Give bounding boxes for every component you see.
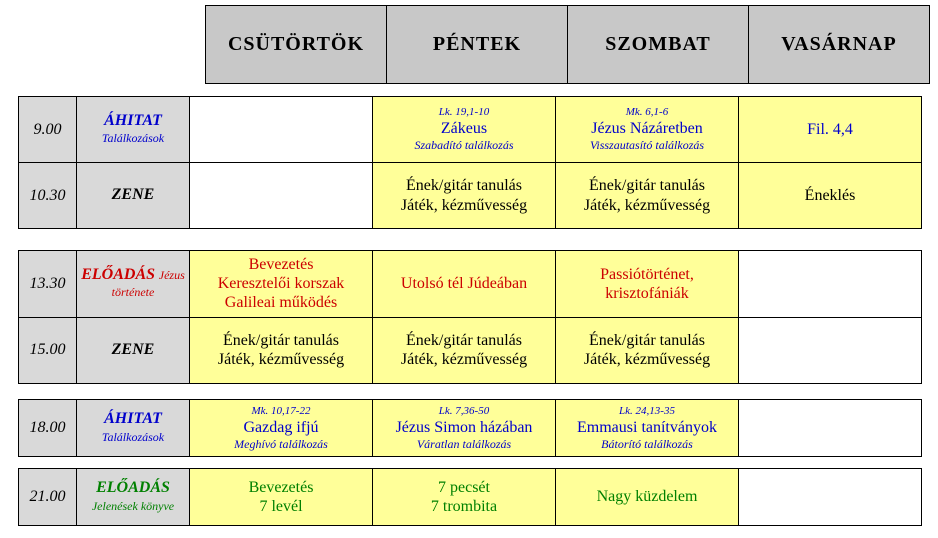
cell-line2: Játék, kézművesség xyxy=(583,196,711,214)
row-label-title: ÁHITAT xyxy=(104,410,162,428)
cell-title: Utolsó tél Júdeában xyxy=(400,275,528,293)
header-cell-saturday: SZOMBAT xyxy=(568,6,749,84)
row-time: 13.30 xyxy=(19,251,77,318)
cell-title: Bevezetés xyxy=(248,256,314,273)
row-label xyxy=(77,251,190,318)
cell-friday xyxy=(373,251,556,318)
row-label-subtitle: Találkozások xyxy=(101,131,165,146)
cell-title: Bevezetés xyxy=(248,478,314,496)
cell-saturday xyxy=(556,97,739,163)
cell-line2: krisztofániák xyxy=(605,284,689,302)
cell-saturday xyxy=(556,400,739,457)
block-evening xyxy=(18,399,922,457)
row-label xyxy=(77,400,190,457)
block-night xyxy=(18,468,922,526)
cell-subtitle: Meghívó találkozás xyxy=(234,436,328,451)
cell-sunday xyxy=(739,97,922,163)
cell-saturday xyxy=(556,163,739,229)
block-afternoon xyxy=(18,250,922,384)
row-label-subtitle: Jézus története xyxy=(111,267,185,300)
bible-reference: Lk. 7,36-50 xyxy=(438,404,490,417)
cell-subtitle: Visszautasító találkozás xyxy=(589,138,705,153)
table-row xyxy=(19,163,922,229)
cell-line2: Keresztelői korszak xyxy=(217,275,345,293)
cell-thursday xyxy=(190,400,373,457)
cell-sunday xyxy=(739,469,922,526)
cell-sunday xyxy=(739,163,922,229)
cell-thursday xyxy=(190,317,373,383)
cell-thursday xyxy=(190,251,373,318)
cell-title: Ének/gitár tanulás xyxy=(589,331,705,349)
header-row xyxy=(206,6,930,84)
row-time: 15.00 xyxy=(19,317,77,383)
cell-friday xyxy=(373,469,556,526)
row-label xyxy=(77,97,190,163)
cell-title: Zákeus xyxy=(440,120,488,138)
cell-thursday xyxy=(190,163,373,229)
row-label-title: ELŐADÁS xyxy=(96,479,170,497)
cell-sunday xyxy=(739,400,922,457)
cell-title: Ének/gitár tanulás xyxy=(589,177,705,195)
cell-sunday xyxy=(739,317,922,383)
bible-reference: Lk. 24,13-35 xyxy=(619,404,675,417)
table-row xyxy=(19,469,922,526)
table-row xyxy=(19,400,922,457)
row-label xyxy=(77,469,190,526)
table-row xyxy=(19,97,922,163)
bible-reference: Mk. 6,1-6 xyxy=(625,106,669,119)
cell-subtitle: Váratlan találkozás xyxy=(416,436,512,451)
header-cell-thursday: CSÜTÖRTÖK xyxy=(206,6,387,84)
cell-line2: Játék, kézművesség xyxy=(217,351,345,369)
cell-line3: Galileai működés xyxy=(224,294,338,312)
cell-subtitle: Bátorító találkozás xyxy=(601,436,693,451)
table-row xyxy=(19,317,922,383)
cell-saturday xyxy=(556,251,739,318)
row-label-title: ÁHITAT xyxy=(104,111,162,129)
row-time: 18.00 xyxy=(19,400,77,457)
day-header-table xyxy=(205,5,930,84)
row-label-subtitle: Jelenések könyve xyxy=(91,498,175,513)
cell-saturday xyxy=(556,317,739,383)
row-label-title: ZENE xyxy=(111,186,155,204)
cell-thursday xyxy=(190,97,373,163)
cell-title: Fil. 4,4 xyxy=(807,120,853,138)
bible-reference: Lk. 19,1-10 xyxy=(438,106,490,119)
row-label-subtitle: Találkozások xyxy=(101,429,165,444)
cell-sunday xyxy=(739,251,922,318)
cell-subtitle: Szabadító találkozás xyxy=(414,138,514,153)
cell-line2: 7 levél xyxy=(259,498,303,515)
table-row xyxy=(19,251,922,318)
cell-title: Emmausi tanítványok xyxy=(577,418,717,436)
header-cell-sunday: VASÁRNAP xyxy=(749,6,930,84)
cell-saturday xyxy=(556,469,739,526)
cell-friday xyxy=(373,400,556,457)
cell-title: Jézus Simon házában xyxy=(395,418,533,436)
cell-title: Ének/gitár tanulás xyxy=(223,331,339,349)
cell-title: Nagy küzdelem xyxy=(596,488,698,506)
cell-line2: Játék, kézművesség xyxy=(400,196,528,214)
cell-thursday xyxy=(190,469,373,526)
cell-friday xyxy=(373,97,556,163)
cell-title: 7 pecsét xyxy=(438,478,490,496)
cell-line2: 7 trombita xyxy=(430,498,498,515)
cell-friday xyxy=(373,163,556,229)
row-label-title: ZENE xyxy=(111,340,155,358)
row-time: 10.30 xyxy=(19,163,77,229)
block-morning xyxy=(18,96,922,229)
header-cell-friday: PÉNTEK xyxy=(387,6,568,84)
cell-friday xyxy=(373,317,556,383)
row-label xyxy=(77,317,190,383)
cell-title: Passiótörténet, xyxy=(600,265,694,283)
cell-title: Ének/gitár tanulás xyxy=(406,331,522,349)
row-time: 21.00 xyxy=(19,469,77,526)
cell-title: Ének/gitár tanulás xyxy=(406,177,522,195)
cell-title: Jézus Názáretben xyxy=(591,120,703,138)
cell-title: Gazdag ifjú xyxy=(243,418,319,436)
row-time: 9.00 xyxy=(19,97,77,163)
row-label xyxy=(77,163,190,229)
cell-line2: Játék, kézművesség xyxy=(583,351,711,369)
bible-reference: Mk. 10,17-22 xyxy=(251,404,311,417)
cell-title: Éneklés xyxy=(804,186,856,204)
cell-line2: Játék, kézművesség xyxy=(400,351,528,369)
row-label-title: ELŐADÁS xyxy=(81,265,156,283)
